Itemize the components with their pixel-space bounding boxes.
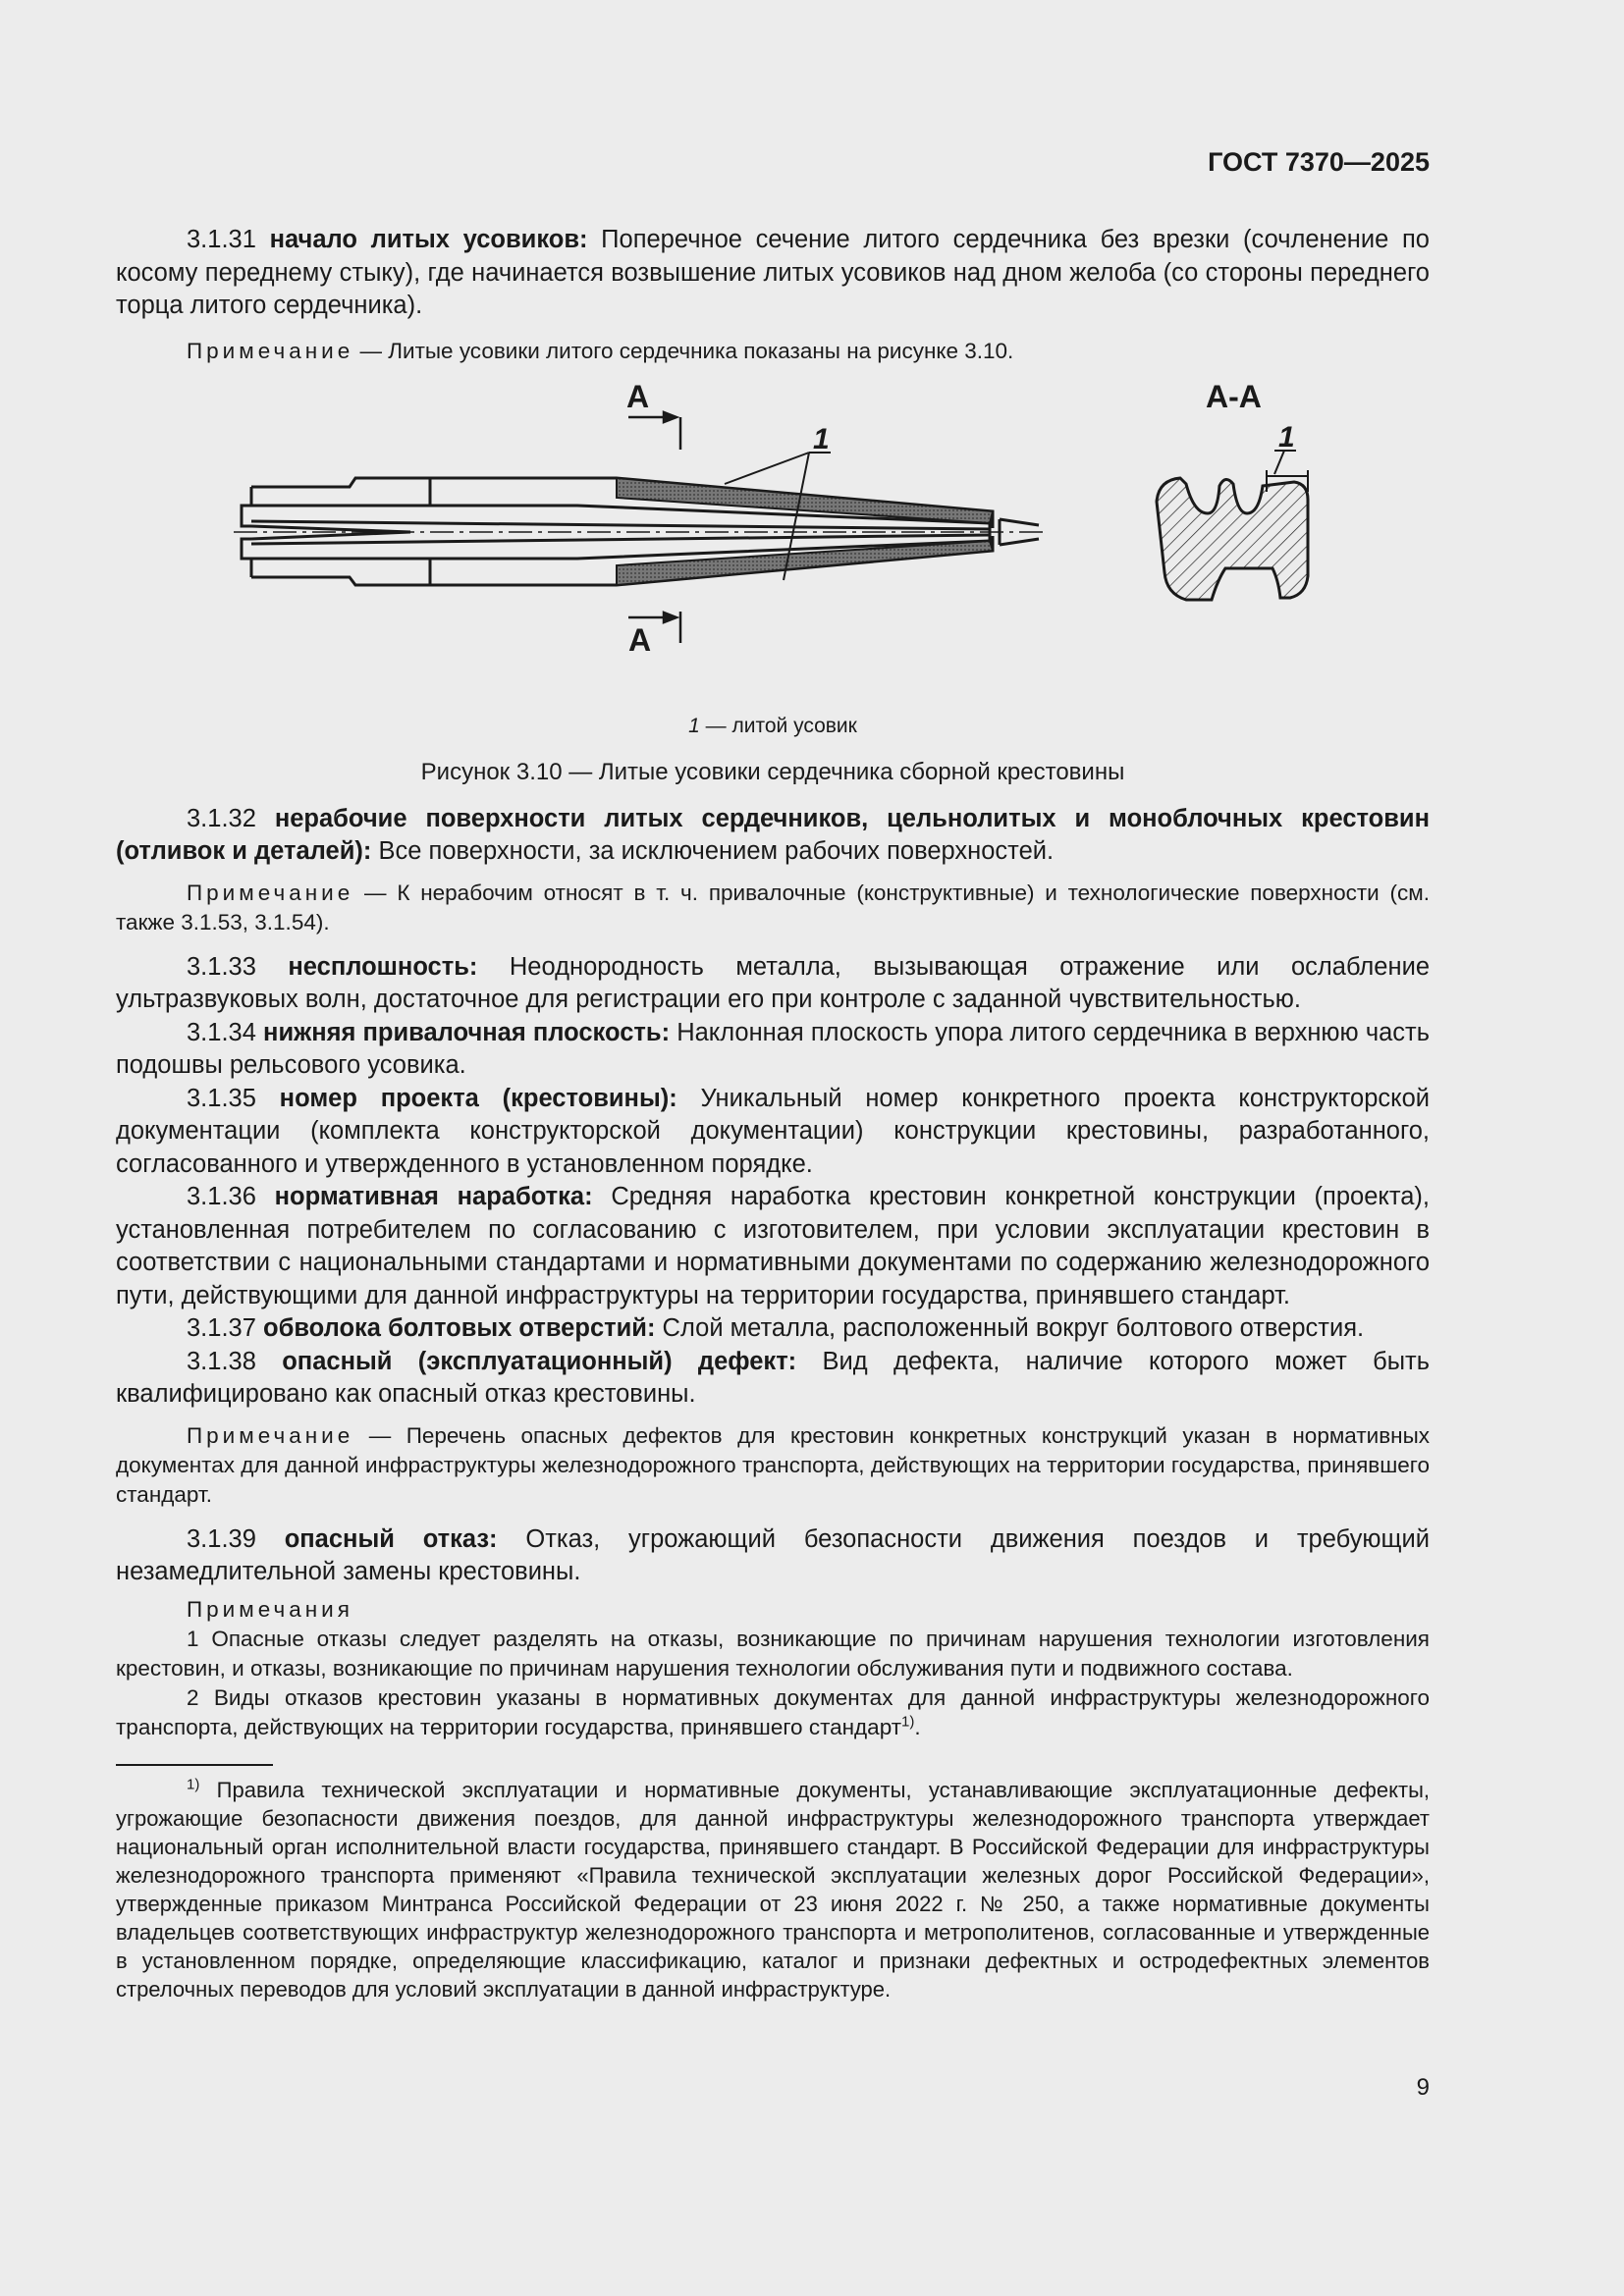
term-3-1-32: 3.1.32 нерабочие поверхности литых сердечников, цельнолитых и моноблочных крестовин (отливок и деталей): Все поверхности, за исключением рабочих поверхностей. <box>116 804 1430 865</box>
term-3-1-37: 3.1.37 обволока болтовых отверстий: Слой металла, расположенный вокруг болтового отверстия. <box>187 1314 1365 1342</box>
figure-caption: Рисунок 3.10 — Литые усовики сердечника сборной крестовины <box>420 759 1125 785</box>
notes-3-1-39-label: Примечания <box>187 1596 353 1622</box>
callout-section: 1 <box>1278 420 1295 454</box>
section-label-bottom: А <box>628 621 652 658</box>
term-3-1-38: 3.1.38 опасный (эксплуатационный) дефект: Вид дефекта, наличие которого может быть квалифицировано как опасный отказ крестовины. <box>116 1347 1430 1408</box>
term-3-1-31: 3.1.31 начало литых усовиков: Поперечное сечение литого сердечника без врезки (сочленение по косому переднему стыку), где начинается возвышение литых усовиков над дном желоба (со стороны переднего торца литого сердечника). <box>116 226 1430 319</box>
term-3-1-35: 3.1.35 номер проекта (крестовины): Уникальный номер конкретного проекта конструкторской документации (комплекта конструкторской документации) конструкции крестовины, разработанного, согласованного и утвержденного в установленном порядке. <box>116 1084 1430 1178</box>
note-3-1-32: Примечание — К нерабочим относят в т. ч. привалочные (конструктивные) и технологические поверхности (см. также 3.1.53, 3.1.54). <box>116 880 1430 934</box>
page-content <box>116 224 1430 2003</box>
term-3-1-34: 3.1.34 нижняя привалочная плоскость: Наклонная плоскость упора литого сердечника в верхнюю часть подошвы рельсового усовика. <box>116 1018 1430 1079</box>
term-3-1-39: 3.1.39 опасный отказ: Отказ, угрожающий безопасности движения поездов и требующий незамедлительной замены крестовины. <box>116 1524 1430 1585</box>
figure-3-10 <box>116 376 1430 710</box>
document-header: ГОСТ 7370—2025 <box>1208 147 1430 177</box>
note-3-1-31: Примечание — Литые усовики литого сердечника показаны на рисунке 3.10. <box>187 338 1014 363</box>
notes-3-1-39-item-2: 2 Виды отказов крестовин указаны в нормативных документах для данной инфраструктуры железнодорожного транспорта, действующих на территории государства, принявшего стандарт$^{1)}$. <box>116 1684 1430 1739</box>
footnote-ref: 1) <box>901 1713 915 1730</box>
notes-3-1-39-item-1: 1 Опасные отказы следует разделять на отказы, возникающие по причинам нарушения технологии изготовления крестовин, и отказы, возникающие по причинам нарушения технологии обслуживания пути и подвижного состава. <box>116 1626 1430 1681</box>
section-mark-top <box>628 412 680 450</box>
term-3-1-36: 3.1.36 нормативная наработка: Средняя наработка крестовин конкретной конструкции (проекта), установленная потребителем по согласованию с изготовителем, при условии эксплуатации крестовин в соответствии с национальными стандартами и нормативными документами по содержанию железнодорожного пути, действующими для данной инфраструктуры на территории государства, принявшего стандарт. <box>116 1183 1431 1309</box>
callout-main: 1 <box>813 422 830 455</box>
footnote: $^{1)}$ Правила технической эксплуатации и нормативные документы, устанавливающие эксплуатационные дефекты, угрожающие безопасности движения поездов, для данной инфраструктуры железнодорожного транспорта утверждает национальный орган исполнительной власти государства, принявшего стандарт. В Российской Федерации для инфраструктуры железнодорожного транспорта применяют «Правила технической эксплуатации железных дорог Российской Федерации», утвержденные приказом Минтранса Российской Федерации от 23 июня 2022 г. № 250, а также нормативные документы владельцев соответствующих инфраструктур железнодорожного транспорта и метрополитенов, согласованные и утвержденные в установленном порядке, определяющие классификацию, каталог и признаки дефектных и остродефектных элементов стрелочных переводов для условий эксплуатации в данной инфраструктуре. <box>116 1776 1430 2002</box>
note-3-1-38: Примечание — Перечень опасных дефектов для крестовин конкретных конструкций указан в нормативных документах для данной инфраструктуры железнодорожного транспорта, действующих на территории государства, принявшего стандарт. <box>116 1422 1430 1507</box>
frog-drawing <box>116 376 1430 710</box>
term-3-1-33: 3.1.33 несплошность: Неоднородность металла, вызывающая отражение или ослабление ультразвуковых волн, достаточное для регистрации его при контроле с заданной чувствительностью. <box>116 952 1430 1013</box>
page-number: 9 <box>1416 2074 1430 2101</box>
section-label-top: А <box>626 378 650 414</box>
footnote-rule <box>116 1764 273 1766</box>
section-title: А-А <box>1206 378 1262 414</box>
figure-legend: 1 — литой усовик <box>688 714 857 737</box>
section-profile <box>1157 478 1308 600</box>
